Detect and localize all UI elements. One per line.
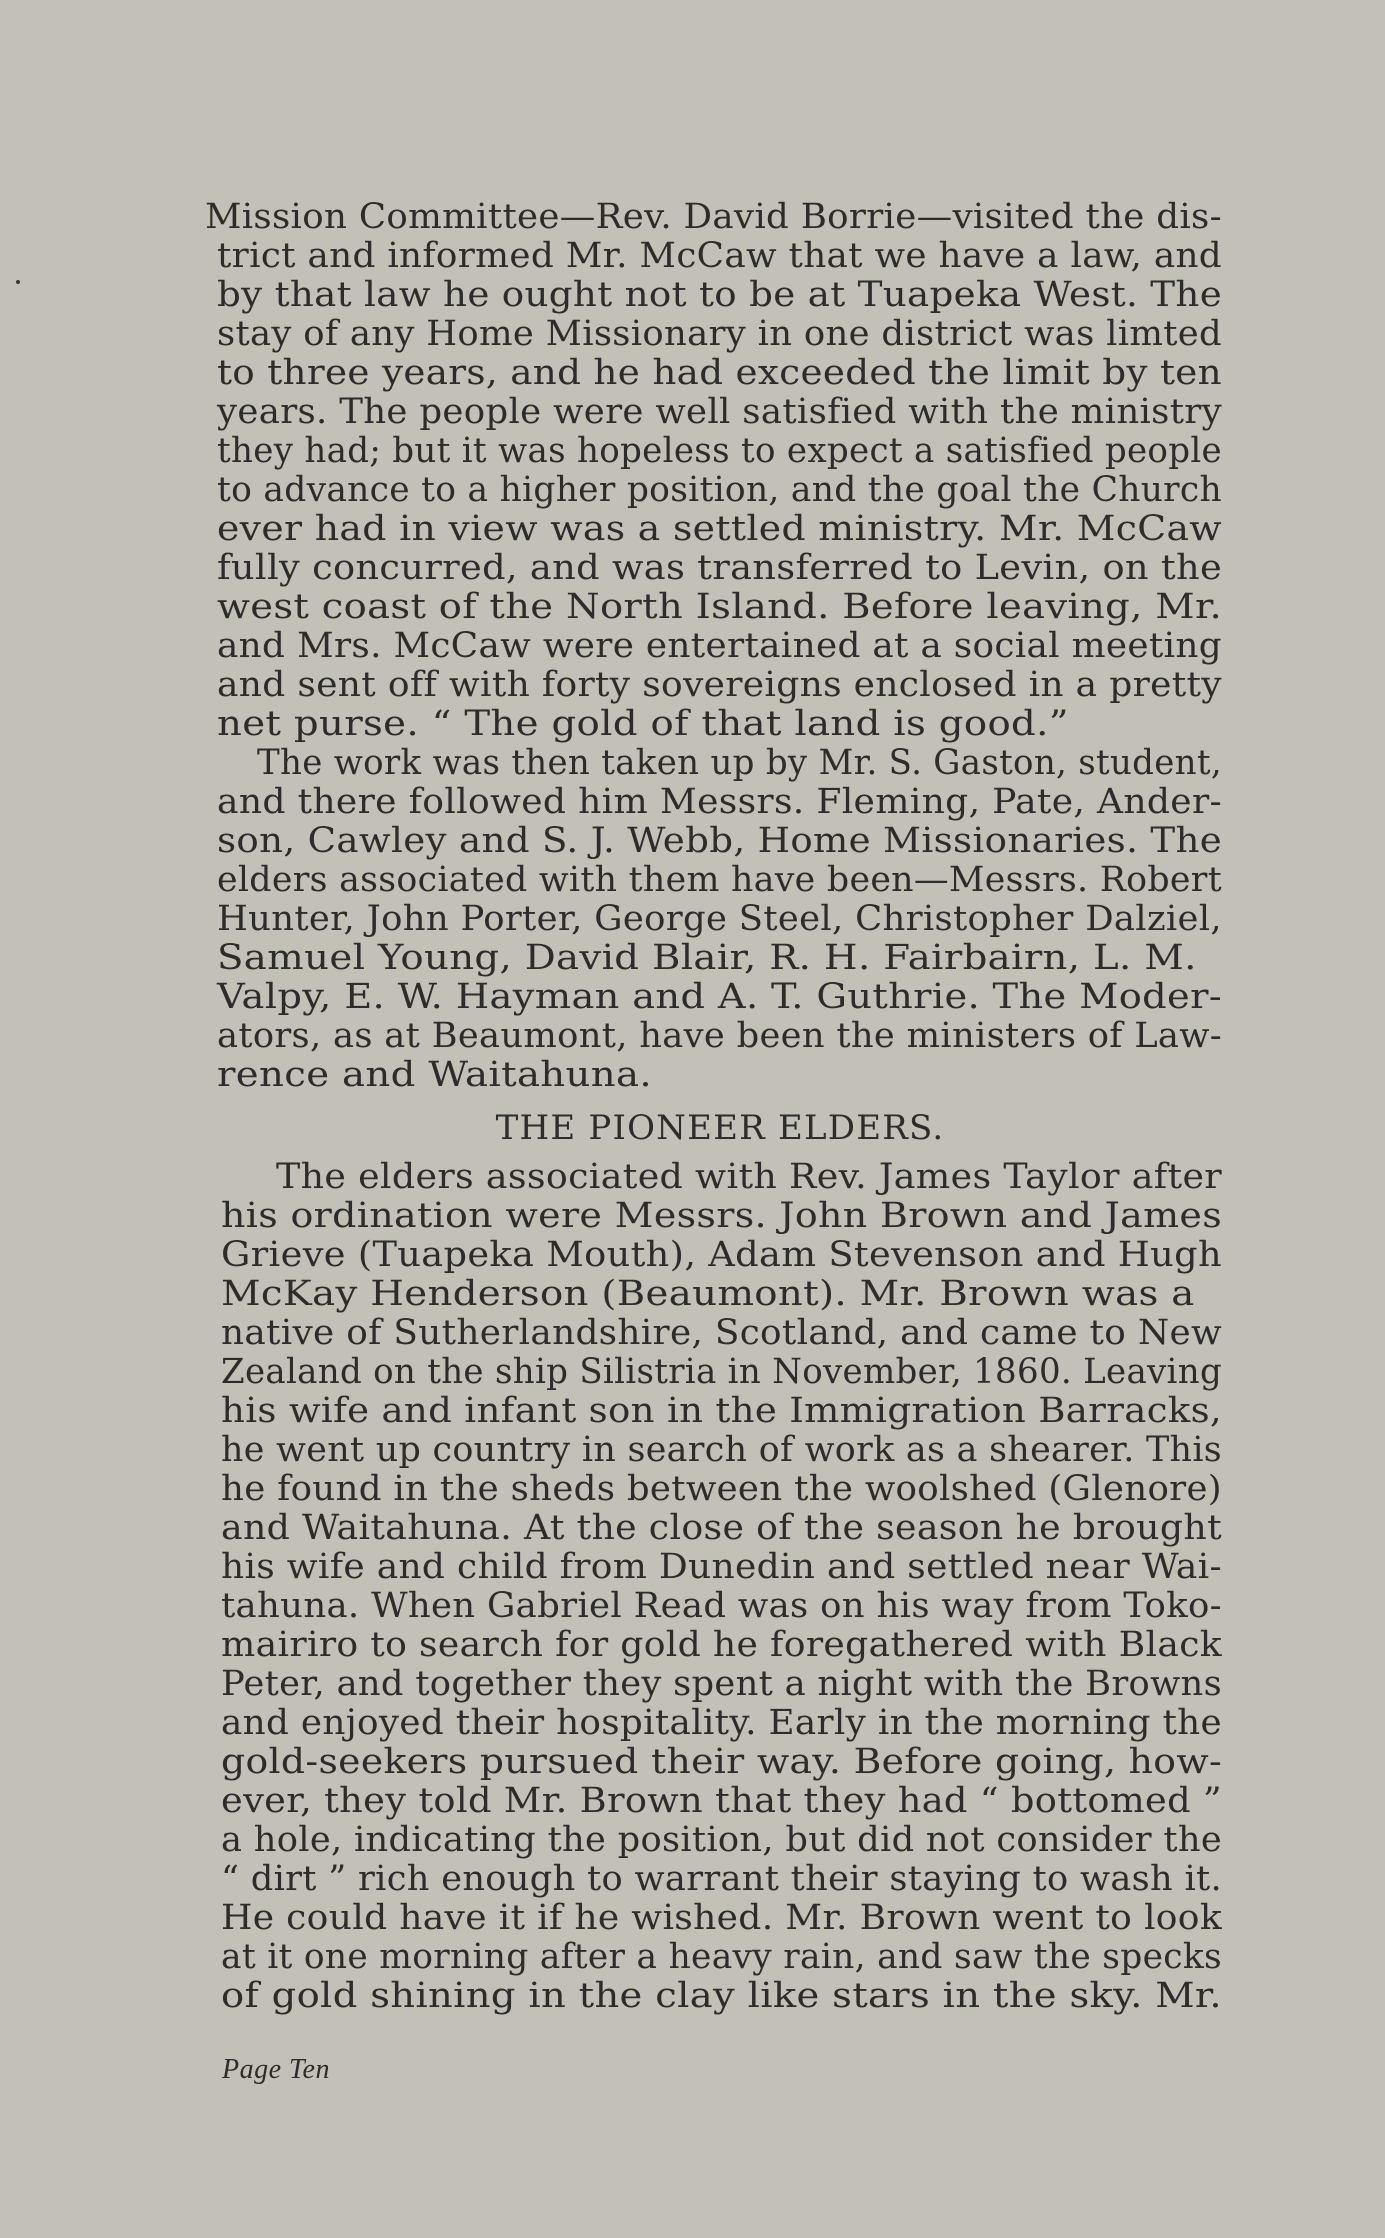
text-line: Hunter, John Porter, George Steel, Christopher Dalziel, xyxy=(217,899,1222,939)
text-line: his wife and infant son in the Immigration Barracks, xyxy=(221,1391,1223,1431)
page-number: Page Ten xyxy=(222,2054,330,2085)
text-line: ever, they told Mr. Brown that they had “ bottomed ” xyxy=(221,1781,1223,1821)
text-line: his wife and child from Dunedin and settled near Wai- xyxy=(221,1547,1222,1587)
text-line: of gold shining in the clay like stars in the sky. Mr. xyxy=(221,1976,1223,2016)
text-line: net purse. “ The gold of that land is good.” xyxy=(217,704,1069,744)
text-line: a hole, indicating the position, but did not consider the xyxy=(221,1820,1222,1860)
text-line: he found in the sheds between the woolshed (Glenore) xyxy=(221,1469,1222,1509)
text-line: to three years, and he had exceeded the limit by ten xyxy=(217,353,1222,393)
text-line: by that law he ought not to be at Tuapeka West. The xyxy=(217,275,1223,315)
text-line: ever had in view was a settled ministry. Mr. McCaw xyxy=(217,509,1222,549)
text-line: and there followed him Messrs. Fleming, Pate, Ander- xyxy=(217,782,1223,822)
text-line: and enjoyed their hospitality. Early in the morning the xyxy=(221,1703,1223,1743)
text-line: gold-seekers pursued their way. Before going, how- xyxy=(221,1742,1223,1782)
text-line: and Mrs. McCaw were entertained at a social meeting xyxy=(217,626,1222,666)
text-line: He could have it if he wished. Mr. Brown went to look xyxy=(221,1898,1222,1938)
text-line: west coast of the North Island. Before leaving, Mr. xyxy=(217,587,1223,627)
text-line: to advance to a higher position, and the goal the Church xyxy=(217,470,1222,510)
text-line: he went up country in search of work as a shearer. This xyxy=(221,1430,1222,1470)
text-line: Zealand on the ship Silistria in November, 1860. Leaving xyxy=(221,1352,1223,1392)
text-line: and sent off with forty sovereigns enclosed in a pretty xyxy=(217,665,1222,705)
text-line: rence and Waitahuna. xyxy=(217,1055,652,1095)
text-line: they had; but it was hopeless to expect a satisfied people xyxy=(217,431,1223,471)
text-line: McKay Henderson (Beaumont). Mr. Brown was a xyxy=(221,1274,1195,1314)
text-line: stay of any Home Missionary in one district was limted xyxy=(217,314,1222,354)
section-heading: THE PIONEER ELDERS. xyxy=(495,1108,945,1148)
text-line: Valpy, E. W. Hayman and A. T. Guthrie. The Moder- xyxy=(217,977,1223,1017)
text-line: The elders associated with Rev. James Taylor after xyxy=(276,1157,1223,1197)
page-speck xyxy=(16,280,20,284)
text-line: and Waitahuna. At the close of the season he brought xyxy=(221,1508,1222,1548)
text-line: Samuel Young, David Blair, R. H. Fairbairn, L. M. xyxy=(217,938,1197,978)
text-line: years. The people were well satisfied with the ministry xyxy=(217,392,1222,432)
text-line: at it one morning after a heavy rain, and saw the specks xyxy=(221,1937,1222,1977)
text-line: tahuna. When Gabriel Read was on his way from Toko- xyxy=(221,1586,1222,1626)
text-line: Grieve (Tuapeka Mouth), Adam Stevenson and Hugh xyxy=(221,1235,1222,1275)
text-line: fully concurred, and was transferred to Levin, on the xyxy=(217,548,1223,588)
text-line: The work was then taken up by Mr. S. Gaston, student, xyxy=(257,743,1222,783)
text-line: his ordination were Messrs. John Brown and James xyxy=(221,1196,1223,1236)
text-line: ators, as at Beaumont, have been the ministers of Law- xyxy=(217,1016,1223,1056)
text-line: mairiro to search for gold he foregathered with Black xyxy=(221,1625,1223,1665)
text-line: trict and informed Mr. McCaw that we have a law, and xyxy=(217,236,1222,276)
text-line: son, Cawley and S. J. Webb, Home Missionaries. The xyxy=(217,821,1223,861)
text-line: Peter, and together they spent a night with the Browns xyxy=(221,1664,1222,1704)
text-line: “ dirt ” rich enough to warrant their staying to wash it. xyxy=(221,1859,1223,1899)
text-line: native of Sutherlandshire, Scotland, and came to New xyxy=(221,1313,1222,1353)
text-line: elders associated with them have been—Messrs. Robert xyxy=(217,860,1223,900)
text-line: Mission Committee—Rev. David Borrie—visited the dis- xyxy=(205,197,1222,237)
